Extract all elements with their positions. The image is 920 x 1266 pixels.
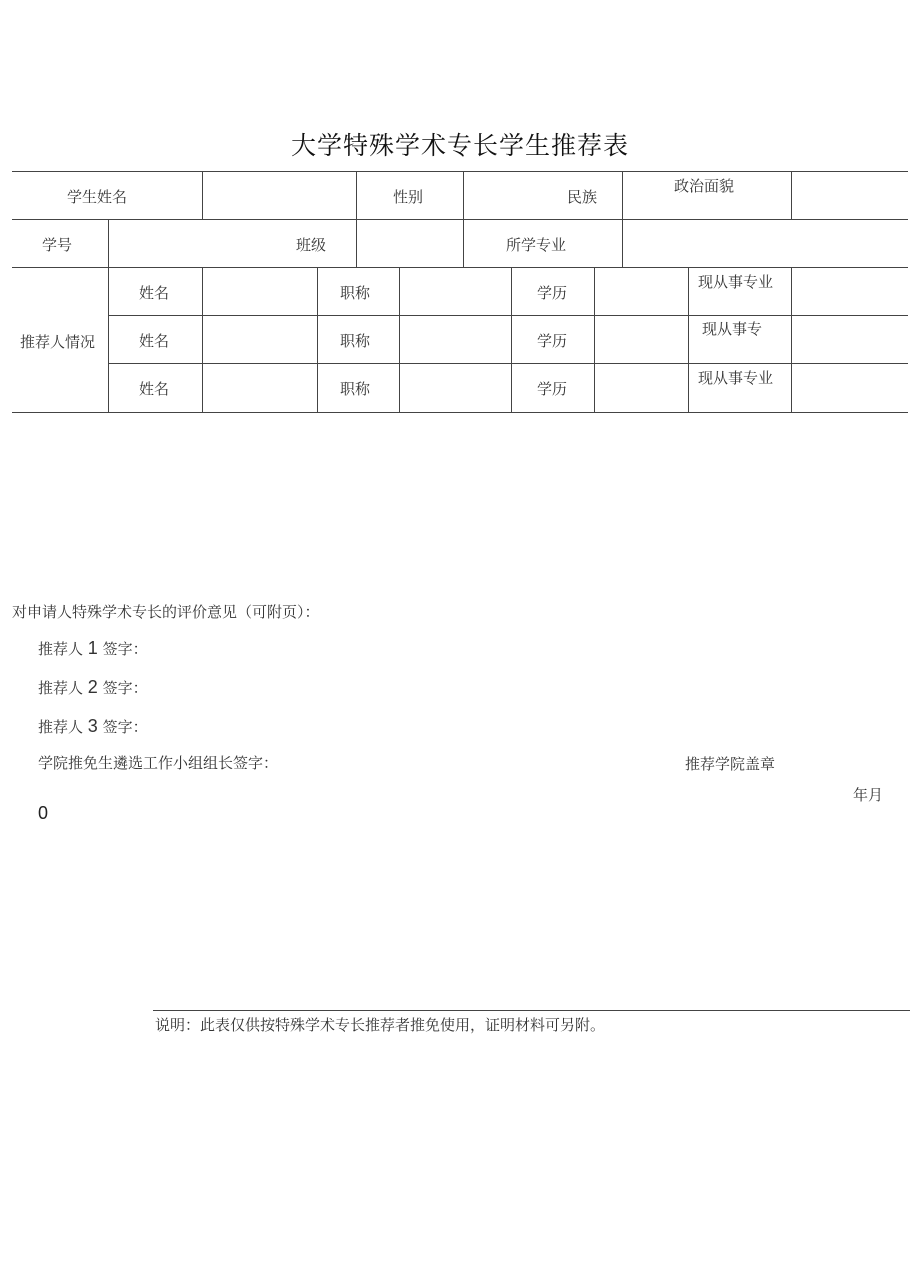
recommender-signature-line bbox=[38, 638, 148, 659]
footer-note: 说明：此表仅供按特殊学术专长推荐者推免使用，证明材料可另附。 bbox=[155, 1016, 606, 1034]
student-name-label: 学生姓名 bbox=[67, 188, 128, 206]
recommender-signature-line bbox=[38, 677, 148, 698]
recommender-title-label: 职称 bbox=[340, 332, 371, 350]
recommender-name-label: 姓名 bbox=[139, 332, 170, 350]
table-col-divider bbox=[791, 171, 792, 219]
table-border-bottom bbox=[12, 412, 908, 413]
gender-label: 性别 bbox=[393, 188, 424, 206]
page-title: 大学特殊学术专长学生推荐表 bbox=[290, 131, 629, 160]
recommender-signature-line bbox=[38, 716, 148, 737]
signature-number: 1 bbox=[87, 638, 98, 658]
table-col-divider bbox=[622, 171, 623, 267]
table-col-divider bbox=[463, 171, 464, 267]
stray-zero-text: 0 bbox=[38, 803, 49, 823]
table-col-divider bbox=[317, 267, 318, 412]
student-id-label: 学号 bbox=[42, 236, 73, 254]
recommender-education-label: 学历 bbox=[537, 332, 568, 350]
ethnicity-label: 民族 bbox=[567, 188, 598, 206]
recommender-profession-label: 现从事专业 bbox=[698, 369, 774, 387]
table-col-divider bbox=[202, 171, 203, 219]
signature-prefix: 推荐人 bbox=[38, 679, 84, 697]
recommender-profession-label: 现从事专 bbox=[702, 320, 763, 338]
signature-prefix: 推荐人 bbox=[38, 718, 84, 736]
recommender-education-label: 学历 bbox=[537, 284, 568, 302]
signature-number: 2 bbox=[87, 677, 98, 697]
table-col-divider bbox=[356, 171, 357, 267]
signature-number: 3 bbox=[87, 716, 98, 736]
table-col-divider bbox=[399, 267, 400, 412]
table-row-divider bbox=[108, 363, 908, 364]
signature-suffix: 签字： bbox=[102, 679, 148, 697]
recommender-title-label: 职称 bbox=[340, 380, 371, 398]
date-label: 年月 bbox=[853, 786, 884, 804]
table-col-divider bbox=[594, 267, 595, 412]
major-label: 所学专业 bbox=[506, 236, 567, 254]
table-row-divider bbox=[12, 219, 908, 220]
college-seal-label: 推荐学院盖章 bbox=[685, 755, 776, 773]
table-border-top bbox=[12, 171, 908, 172]
recommender-name-label: 姓名 bbox=[139, 284, 170, 302]
table-col-divider bbox=[688, 267, 689, 412]
table-col-divider bbox=[791, 267, 792, 412]
table-row-divider bbox=[108, 315, 908, 316]
table-col-divider bbox=[511, 267, 512, 412]
signature-prefix: 推荐人 bbox=[38, 640, 84, 658]
political-status-label: 政治面貌 bbox=[674, 177, 735, 195]
evaluation-prompt: 对申请人特殊学术专长的评价意见（可附页）： bbox=[12, 603, 320, 621]
recommender-name-label: 姓名 bbox=[139, 380, 170, 398]
committee-signature-label: 学院推免生遴选工作小组组长签字： bbox=[38, 754, 279, 772]
signature-suffix: 签字： bbox=[102, 718, 148, 736]
signature-suffix: 签字： bbox=[102, 640, 148, 658]
recommender-education-label: 学历 bbox=[537, 380, 568, 398]
class-label: 班级 bbox=[296, 236, 327, 254]
table-col-divider bbox=[108, 219, 109, 412]
recommender-profession-label: 现从事专业 bbox=[698, 273, 774, 291]
recommender-title-label: 职称 bbox=[340, 284, 371, 302]
footer-divider bbox=[153, 1010, 910, 1011]
recommender-section-label: 推荐人情况 bbox=[20, 333, 96, 351]
table-row-divider bbox=[12, 267, 908, 268]
table-col-divider bbox=[202, 267, 203, 412]
